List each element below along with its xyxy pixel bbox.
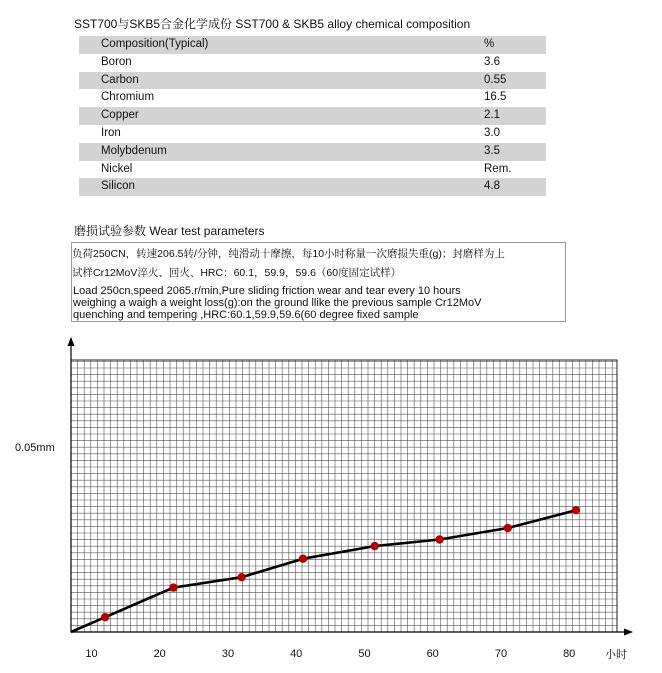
x-tick-label: 80 <box>563 648 576 660</box>
element-value-cell: % <box>484 36 546 54</box>
x-tick-label: 50 <box>358 648 371 660</box>
data-point <box>299 555 307 563</box>
element-value-cell: 3.5 <box>484 143 546 161</box>
element-value-cell: Rem. <box>484 162 512 175</box>
x-tick-label: 30 <box>221 648 235 660</box>
wear-test-box <box>71 242 566 322</box>
wear-test-title: 磨损试验参数 Wear test parameters <box>74 224 265 238</box>
element-name-cell: Silicon <box>79 178 484 196</box>
table-row <box>79 89 546 107</box>
data-point <box>371 542 379 550</box>
table-row <box>79 72 546 90</box>
element-name-cell: Chromium <box>101 91 155 104</box>
x-tick-label: 20 <box>153 648 166 660</box>
element-value-cell: 0.55 <box>484 72 546 90</box>
x-tick-label: 70 <box>494 648 508 660</box>
x-tick-label: 40 <box>290 648 303 660</box>
data-point <box>435 535 443 543</box>
data-point <box>237 573 245 581</box>
wear-test-en-line-3: quenching and tempering ,HRC:60.1,59.9,59.6(60 degree fixed sample <box>73 309 419 321</box>
chart-grid <box>71 360 617 632</box>
page-title: SST700与SKB5合金化学成份 SST700 & SKB5 alloy chemical composition <box>74 17 471 31</box>
element-value-cell: 3.0 <box>484 126 500 139</box>
element-name-cell: Molybdenum <box>79 143 484 161</box>
data-point <box>504 524 512 532</box>
element-name-cell: Boron <box>101 55 132 68</box>
composition-table <box>79 36 546 196</box>
y-axis-arrow <box>68 337 75 346</box>
x-tick-label: 60 <box>426 648 439 660</box>
x-axis-label: 小时 <box>605 649 627 661</box>
data-point <box>572 506 580 514</box>
element-name-cell: Copper <box>79 107 484 125</box>
x-axis-arrow <box>624 629 633 636</box>
element-value-cell: 4.8 <box>484 178 546 196</box>
element-name-cell: Carbon <box>79 72 484 90</box>
element-value-cell: 2.1 <box>484 107 546 125</box>
element-name-cell: Iron <box>101 126 121 139</box>
table-row <box>79 107 546 125</box>
data-point <box>101 613 109 621</box>
wear-test-cn-line-2: 试样Cr12MoV淬火、回火、HRC：60.1，59.9，59.6（60度固定试样） <box>72 267 402 279</box>
element-name-cell: Composition(Typical) <box>79 36 484 54</box>
x-tick-label: 10 <box>85 648 98 660</box>
wear-test-en-text <box>73 285 566 321</box>
table-row <box>79 143 546 161</box>
table-row <box>79 178 546 196</box>
element-value-cell: 3.6 <box>484 55 500 68</box>
table-row <box>79 125 546 143</box>
element-value-cell: 16.5 <box>484 91 507 104</box>
wear-test-cn-line-1: 负荷250CN，转速206.5转/分钟，纯滑动十摩擦，每10小时称量一次磨损失重(g)；封磨样为上 <box>72 248 505 260</box>
table-header-row <box>79 36 546 54</box>
y-tick-label: 0.05mm <box>15 442 55 454</box>
wear-chart <box>0 330 662 673</box>
element-name-cell: Nickel <box>101 162 133 175</box>
wear-test-en-line-1: Load 250cn,speed 2065.r/min,Pure sliding friction wear and tear every 10 hours <box>73 285 461 297</box>
data-point <box>169 583 177 591</box>
table-row <box>79 161 546 179</box>
wear-test-en-line-2: weighing a waigh a weight loss(g):on the ground llike the previous sample Cr12MoV <box>73 297 482 309</box>
table-row <box>79 54 546 72</box>
